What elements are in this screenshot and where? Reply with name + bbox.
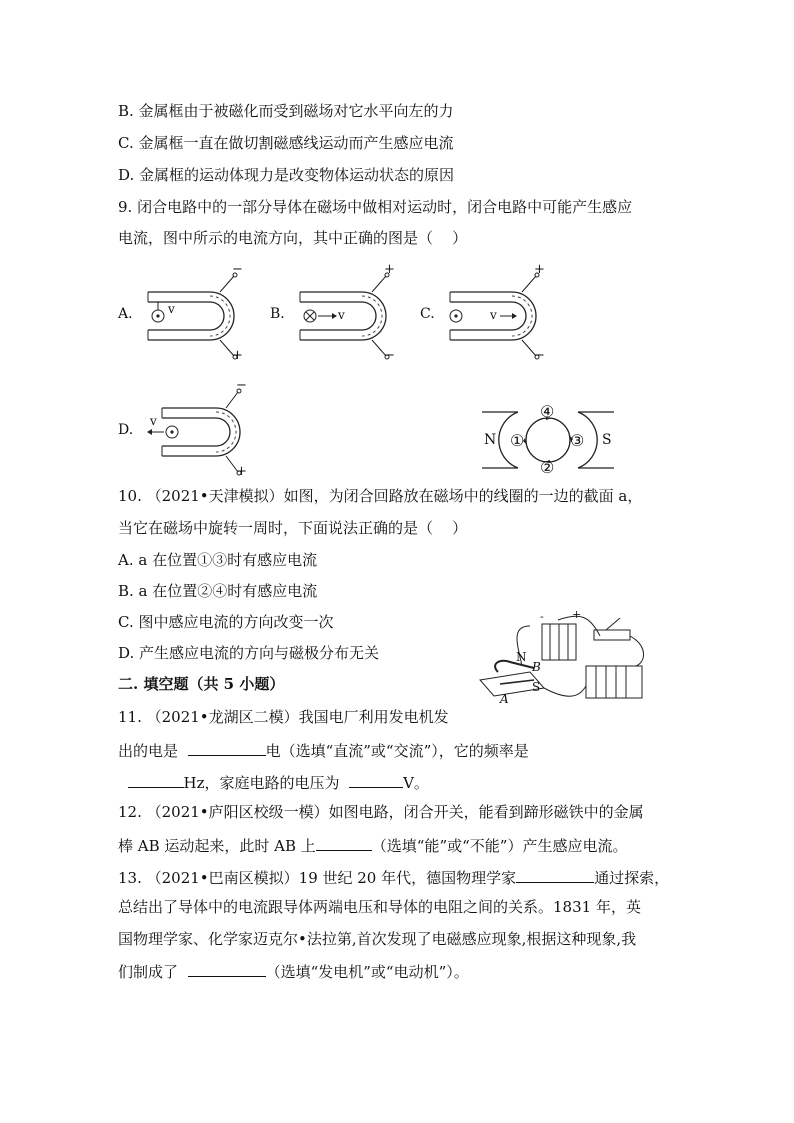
battery-minus-label: - [540,610,544,623]
rod-b-label: B [532,660,541,674]
position-4-label: ④ [540,402,555,421]
figure-b [270,262,410,362]
question-10-line1: 10. （2021•天津模拟）如图，为闭合回路放在磁场中的线圈的一边的截面 a， [118,487,643,505]
question-10-option-c: C. 图中感应电流的方向改变一次 [118,613,334,631]
figure-a-label: A. [118,306,133,322]
option-d-text: D. 金属框的运动体现力是改变物体运动状态的原因 [118,166,455,184]
position-2-label: ② [540,458,555,477]
figure-c [420,262,560,362]
position-1-label: ① [510,431,525,450]
velocity-label: v [338,308,345,322]
question-13-line3: 国物理学家、化学家迈克尔•法拉第,首次发现了电磁感应现象,根据这种现象,我 [118,930,637,948]
magnet-south-label: S [532,680,541,694]
horseshoe-magnet-a [118,262,258,362]
velocity-label: v [168,302,175,316]
top-sign: + [534,262,545,277]
question-11-line1: 11. （2021•龙湖区二模）我国电厂利用发电机发 [118,708,449,726]
top-sign: + [384,262,395,277]
answer-blank-frequency[interactable] [128,771,184,788]
top-sign: − [232,262,243,277]
top-sign: − [236,378,247,393]
option-b-text: B. 金属框由于被磁化而受到磁场对它水平向左的力 [118,102,454,120]
velocity-label: v [150,414,157,428]
question-10-option-a: A. a 在位置①③时有感应电流 [118,551,318,569]
question-13-line4: 们制成了 （选填“发电机”或“电动机”）。 [118,960,469,982]
question-9-line1: 9. 闭合电路中的一部分导体在磁场中做相对运动时，闭合电路中可能产生感应 [118,198,633,216]
answer-blank-physicist[interactable] [516,866,594,883]
velocity-label: v [490,308,497,322]
answer-blank-induced-current[interactable] [316,834,372,851]
figure-a [118,262,258,362]
question-13-line2: 总结出了导体中的电流跟导体两端电压和导体的电阻之间的关系。1831 年，英 [118,898,641,916]
battery-plus-label: + [572,608,582,621]
question-12-line1: 12. （2021•庐阳区校级一模）如图电路，闭合开关，能看到蹄形磁铁中的金属 [118,803,644,821]
question-11-line2: 出的电是 电（选填“直流”或“交流”），它的频率是 [118,739,529,761]
figure-d [118,378,258,478]
position-3-label: ③ [570,431,585,450]
figure-d-label: D. [118,422,134,438]
south-pole-label: S [602,432,612,448]
rod-a-label: A [500,692,509,706]
question-10-line2: 当它在磁场中旋转一周时，下面说法正确的是（ ） [118,519,468,537]
north-pole-label: N [484,432,497,448]
question-10-option-b: B. a 在位置②④时有感应电流 [118,582,318,600]
coil-field-figure [478,400,618,480]
figure-c-label: C. [420,306,435,322]
question-12-line2: 棒 AB 运动起来，此时 AB 上 （选填“能”或“不能”）产生感应电流。 [118,834,627,856]
circuit-apparatus [470,606,650,708]
option-c-text: C. 金属框一直在做切割磁感线运动而产生感应电流 [118,134,454,152]
section-heading-fill-in: 二. 填空题（共 5 小题） [118,675,285,693]
question-13-line1: 13. （2021•巴南区模拟）19 世纪 20 年代，德国物理学家 通过探索， [118,866,669,888]
apparatus-figure [470,606,650,708]
horseshoe-magnet-d [118,378,258,478]
answer-blank-device[interactable] [188,960,266,977]
bottom-sign: − [534,348,545,363]
question-9-line2: 电流，图中所示的电流方向，其中正确的图是（ ） [118,229,468,247]
bottom-sign: + [232,348,243,363]
answer-blank-voltage[interactable] [349,771,403,788]
question-11-line3: Hz，家庭电路的电压为 V。 [118,771,429,793]
question-10-option-d: D. 产生感应电流的方向与磁极分布无关 [118,644,380,662]
answer-blank-current-type[interactable] [188,739,266,756]
magnet-north-label: N [516,650,527,664]
figure-b-label: B. [270,306,285,322]
bottom-sign: − [384,348,395,363]
bottom-sign: + [236,464,247,479]
